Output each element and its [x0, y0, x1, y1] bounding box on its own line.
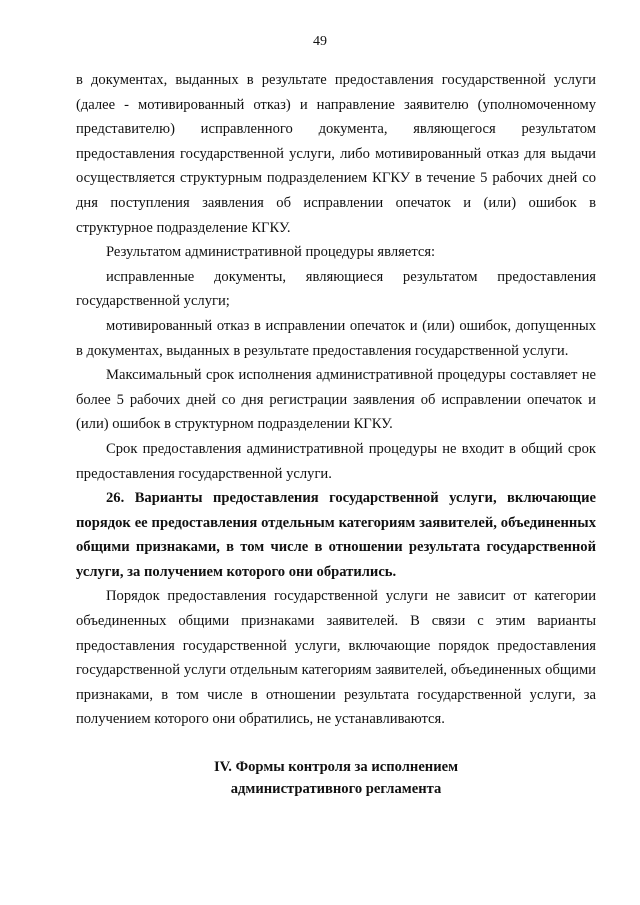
- paragraph-result-refusal: мотивированный отказ в исправлении опечаток и (или) ошибок, допущенных в документах, выданных в результате предоставления государственной услуги.: [76, 317, 596, 359]
- section-title-line-1: IV. Формы контроля за исполнением: [213, 759, 459, 776]
- paragraph-result-corrected-docs: исправленные документы, являющиеся результатом предоставления государственной услуги;: [76, 268, 596, 310]
- clause-26-heading: 26. Варианты предоставления государственной услуги, включающие порядок ее предоставления отдельным категориям заявителей, объединенных общими признаками, в том числе в отношении результата государственной услуги, за получением которого они обратились.: [76, 490, 596, 580]
- document-body: [76, 68, 596, 800]
- section-title-line-2: административного регламента: [230, 781, 442, 798]
- page-number: 49: [313, 34, 327, 49]
- paragraph-term-exclusion: Срок предоставления административной процедуры не входит в общий срок предоставления государственной услуги.: [76, 440, 596, 482]
- paragraph-max-term: Максимальный срок исполнения административной процедуры составляет не более 5 рабочих дней со дня регистрации заявления об исправлении опечаток и (или) ошибок в структурном подразделении КГКУ.: [76, 367, 596, 433]
- paragraph-continuation: в документах, выданных в результате предоставления государственной услуги (далее - мотивированный отказ) и направление заявителю (уполномоченному представителю) исправленного документа, являющегося результатом предоставления государственной услуги, либо мотивированный отказ для выдачи осуществляется структурным подразделением КГКУ в течение 5 рабочих дней со дня поступления заявления об исправлении опечаток и (или) ошибок в структурное подразделение КГКУ.: [76, 72, 596, 236]
- paragraph-variants: Порядок предоставления государственной услуги не зависит от категории объединенных общими признаками заявителей. В связи с этим варианты предоставления государственной услуги, включающие порядок предоставления государственной услуги отдельным категориям заявителей, объединенных общими признаками, в том числе в отношении результата государственной услуги, за получением которого они обратились, не устанавливаются.: [76, 588, 596, 728]
- section-heading: [76, 756, 596, 800]
- paragraph-result-intro: Результатом административной процедуры является:: [106, 244, 436, 261]
